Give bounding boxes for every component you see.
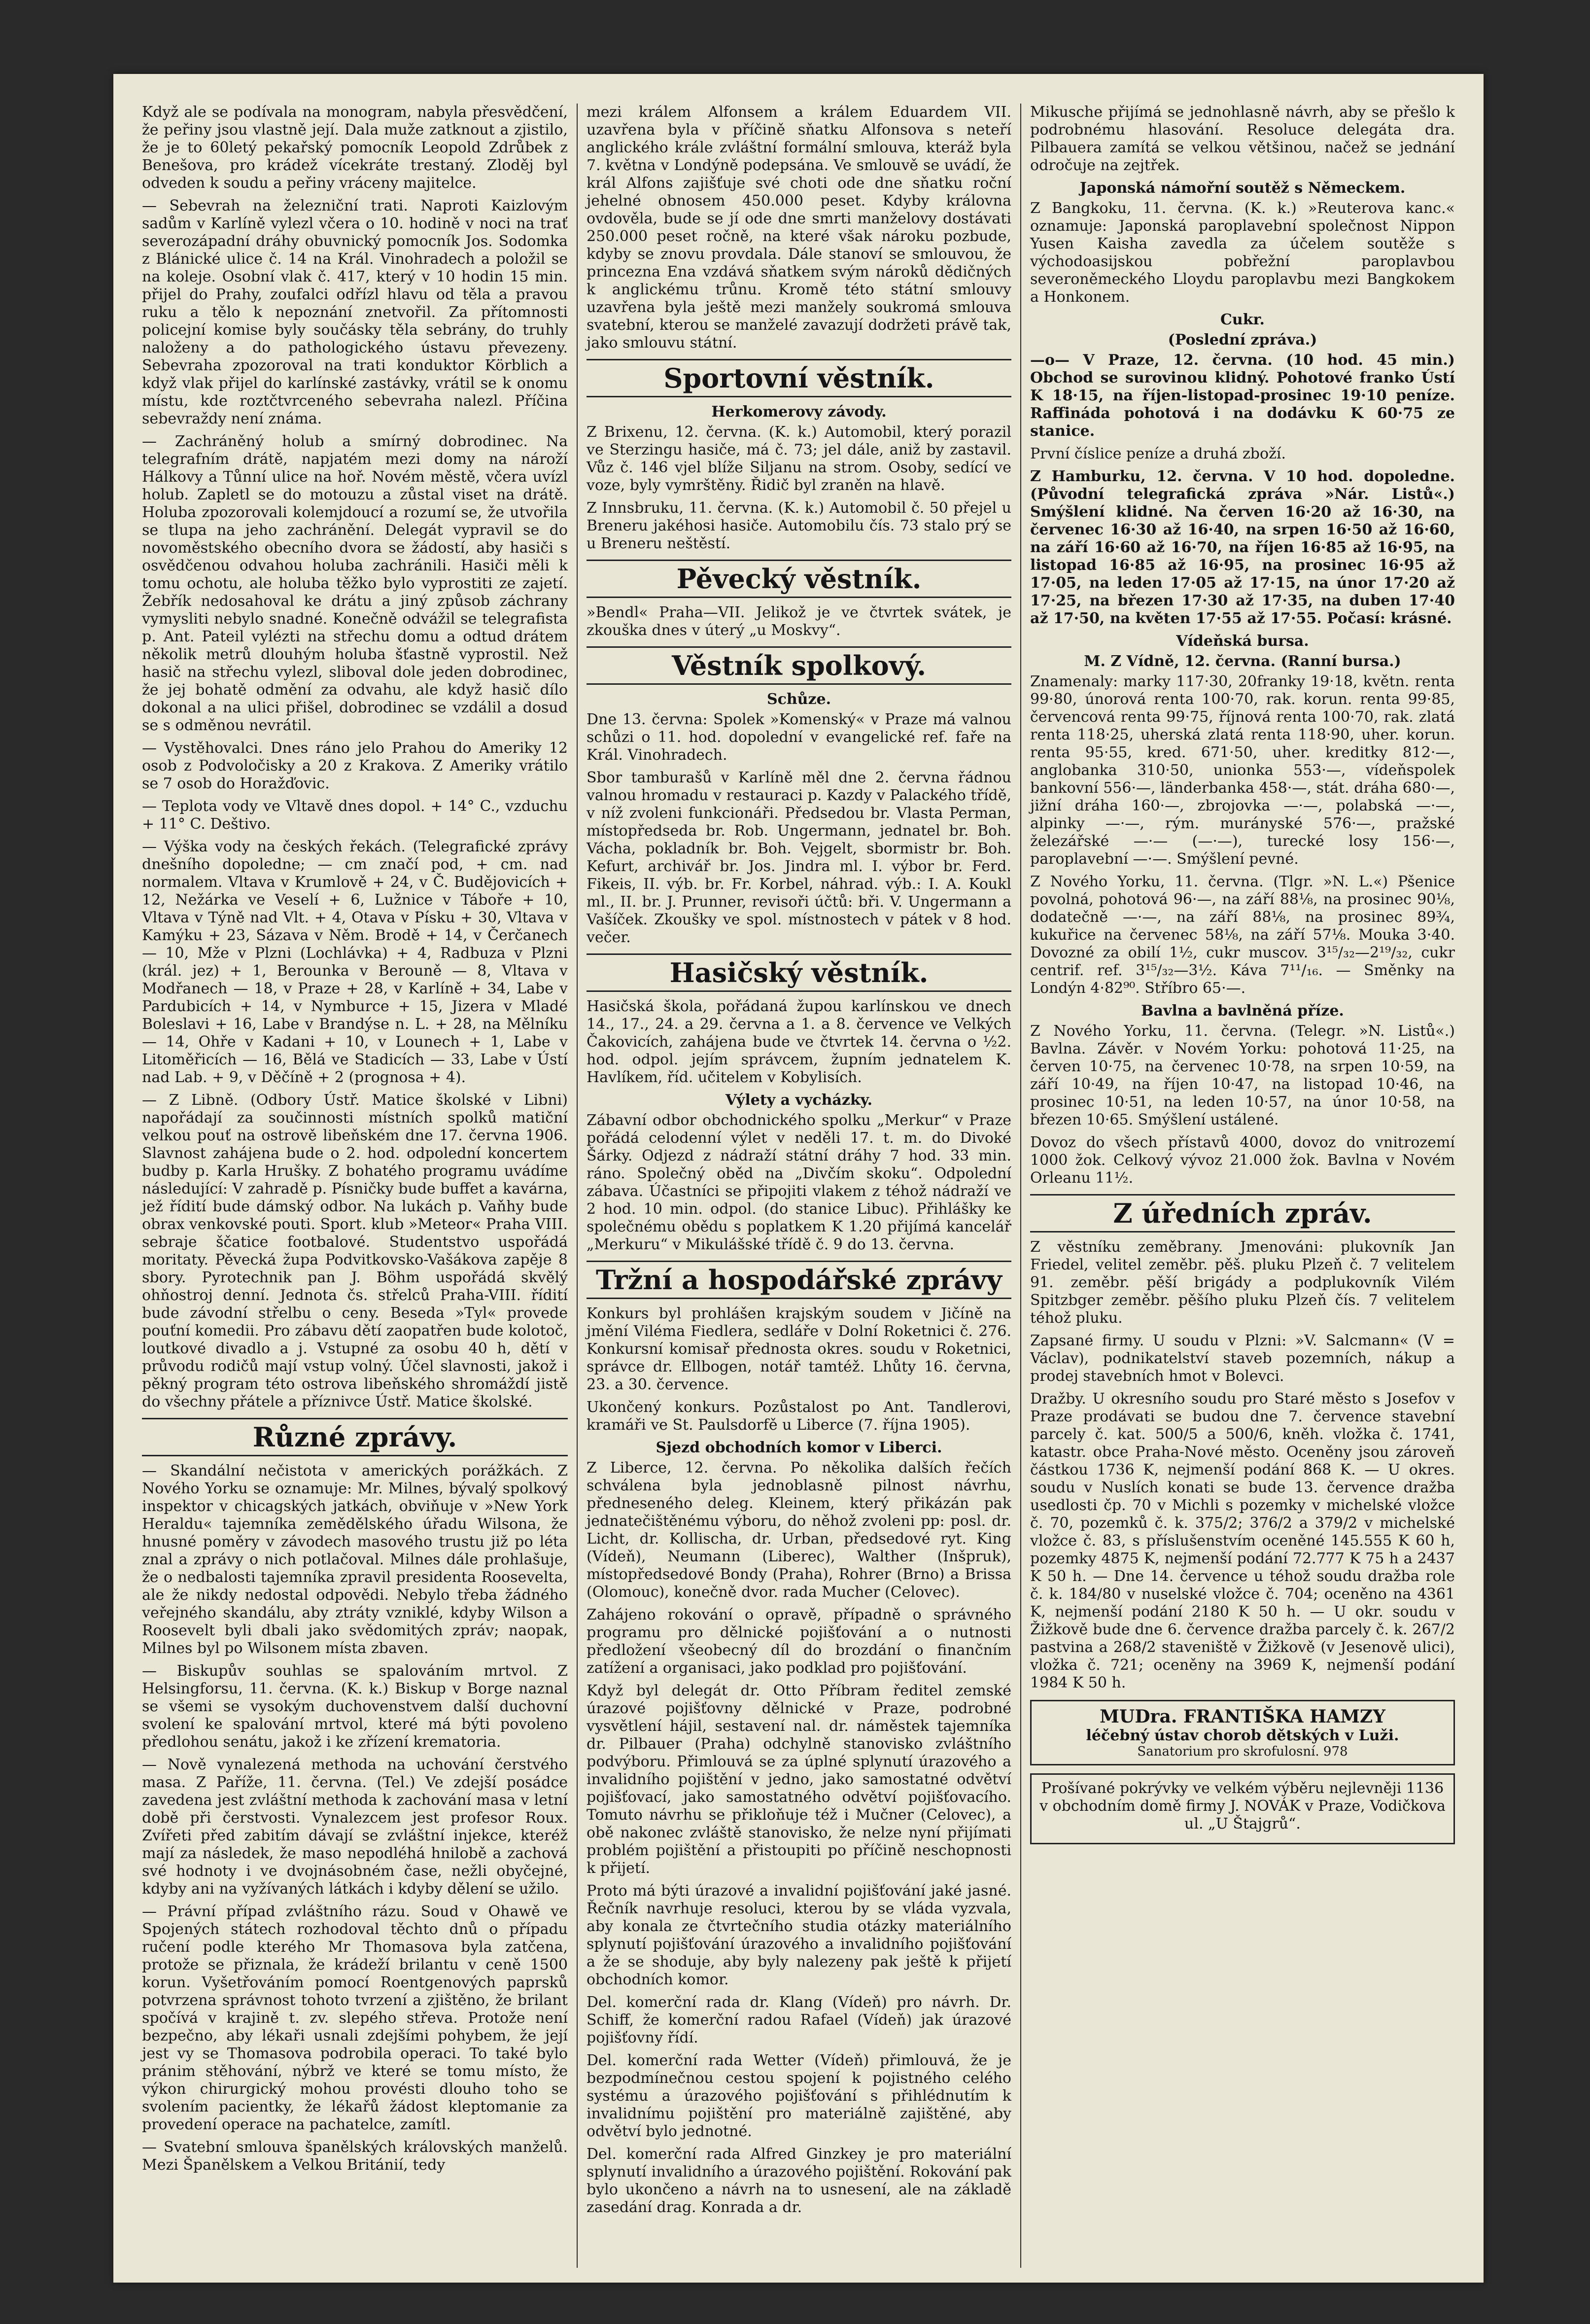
article-text: Proto má býti úrazové a invalidní pojišťování jaké jasné. Řečník navrhuje resoluci, kterou by se vláda vyzvala, aby konala ze čtvrtečního studia otázky materiálního splynutí pojišťování úrazového a invalidního pojišťování a že se shoduje, aby byly nalezeny pak ještě k přijetí obchodních komor. bbox=[587, 1882, 1011, 1988]
section-heading: Různé zprávy. bbox=[142, 1418, 568, 1456]
columns bbox=[133, 104, 1464, 2268]
column-2 bbox=[577, 104, 1020, 2268]
subheading: Schůze. bbox=[766, 691, 831, 708]
section-heading: Sportovní věstník. bbox=[587, 359, 1011, 397]
article-text: — Svatební smlouva španělských královských manželů. Mezi Španělskem a Velkou Británií, tedy bbox=[142, 2139, 568, 2174]
article-text: Když byl delegát dr. Otto Příbram ředitel zemské úrazové pojišťovny dělnické v Praze, podrobné vysvětlení hájil, sestavení nal. dr. náměstek tajemníka dr. Pilbauer (Praha) odchylně stanovisko zvláštního podvýboru. Přimlouvá se za úplné splynutí úrazového a invalidního pojištění v jedno, jako samostatné odvětví pojišťovací, jako samostatného odvětví pojišťovacího. Tomuto návrhu se přikloňuje též i Mučner (Celovec), a obě nakonec zvláště stanovisko, že nelze nyní přijímati problém pojištění a přistoupiti po příčině neschopnosti k přijetí. bbox=[587, 1682, 1011, 1877]
article-text: — Sebevrah na železniční trati. Naproti Kaizlovým sadům v Karlíně vylezl včera o 10. hodině v noci na trať severozápadní dráhy obuvnický pomocník Jos. Sodomka z Blánické ulice č. 14 na Král. Vinohradech a položil se na koleje. Osobní vlak č. 417, který v 10 hodin 15 min. přijel do Prahy, zoufalci odřízl hlavu od těla a pravou ruku a tělo k nepoznání znetvořil. Za přítomnosti policejní komise byly součásky těla sebrány, do truhly naloženy a do pathologického ústavu převezeny. Sebevraha zpozoroval na trati konduktor Körblich a když vlak přijel do karlínské zastávky, vrátil se k onomu místu, kde roztčtvrceného sebevraha nalezl. Příčina sebevraždy není známa. bbox=[142, 197, 568, 427]
article-text: Z Hamburku, 12. června. V 10 hod. dopoledne. (Původní telegrafická zpráva »Nár. Listů«.) Smýšlení klidné. Na červen 16·20 až 16·30, na červenec 16·30 až 16·40, na srpen 16·50 až 16·60, na září 16·60 až 16·70, na říjen 16·85 až 16·95, na listopad 16·85 až 16·95, na prosinec 16·95 až 17·05, na leden 17·05 až 17·15, na únor 17·20 až 17·25, na březen 17·30 až 17·35, na duben 17·40 až 17·50, na květen 17·55 až 17·55. Počasí: krásné. bbox=[1030, 468, 1455, 627]
advertisement-sanatorium bbox=[1030, 1700, 1455, 1765]
article-text: Zábavní odbor obchodnického spolku „Merkur“ v Praze pořádá celodenní výlet v neděli 17. t. m. do Divoké Šárky. Odjezd z nádraží státní dráhy 7 hod. 33 min. ráno. Společný oběd na „Divčím skoku“. Odpolední zábava. Účastníci se připojiti vlakem z téhož nádraží ve 2 hod. 10 min. odpol. (do stanice Libuc). Přihlášky ke společnému obědu s poplatkem K 1.20 přijímá kancelář „Merkuru“ v Mikulášské třídě č. 9 do 13. června. bbox=[587, 1112, 1011, 1253]
article-text: —o— V Praze, 12. června. (10 hod. 45 min.) Obchod se surovinou klidný. Pohotové franko Ústí K 18·15, na říjen-listopad-prosinec 19·10 peníze. Raffináda pohotová i na dodávku K 60·75 ze stanice. bbox=[1030, 352, 1455, 440]
subheading: Vídeňská bursa. bbox=[1176, 633, 1309, 650]
article-text: — Z Libně. (Odbory Ústř. Matice školské v Libni) napořádají za součinnosti místních spolků matiční velkou pouť na ostrově libeňském dne 17. června 1906. Slavnost zahájena bude o 2. hod. odpolední koncertem budby p. Karla Hrušky. Z bohatého programu uvádíme následující: V zahradě p. Písničky bude buffet a kavárna, jež řídití bude dámský odbor. Na lukách p. Vaňhy bude obrax venkovské pouti. Sport. klub »Meteor« Praha VIII. sebraje ščatice footbalové. Studentstvo uspořádá moritaty. Pěvecká župa Podvitkovsko-Vašákova zapěje 8 sbory. Pyrotechnik pan J. Böhm uspořádá skvělý ohňostroj denní. Jednota čs. střelců Praha-VIII. řídití bude závodní střelbu o ceny. Beseda »Tyl« provede pouťní komedii. Pro zábavu dětí zaopatřen bude kolotoč, loutkové divadlo a j. Vstupné za osobu 40 h, dětí v průvodu rodičů mají vstup volný. Účel slavnosti, jakož i pěkný program této ostrova libeňského shromáždí jistě do všechny přátele a příznivce Ústř. Matice školské. bbox=[142, 1092, 568, 1410]
article-text: mezi králem Alfonsem a králem Eduardem VII. uzavřena byla v příčině sňatku Alfonsova s neteří anglického krále zvláštní formální smlouva, kteráž byla 7. května v Londýně podepsána. Ve smlouvě se uvádí, že král Alfons zajišťuje své choti ode dne sňatku roční jehelné obnosem 450.000 peset. Kdyby královna ovdověla, bude se jí ode dne smrti manželovy dostávati 250.000 peset ročně, na které však nároku pozbude, kdyby se znovu provdala. Dále stanoví se smlouvou, že princezna Ena vzdává sňatkem svým nároků dědičných k anglickému trůnu. Kromě této státní smlouvy uzavřena byla ještě mezi manžely soukromá smlouva svatební, kterou se manželé zavazují dodržeti právě tak, jako smlouvu státní. bbox=[587, 104, 1011, 352]
article-text: Dovoz do všech přístavů 4000, dovoz do vnitrozemí 1000 žok. Celkový vývoz 21.000 žok. Bavlna v Novém Orleanu 11½. bbox=[1030, 1134, 1455, 1187]
article-text: Z Nového Yorku, 11. června. (Tlgr. »N. L.«) Pšenice povolná, pohotová 96·—, na září 88⅛, na prosinec 90⅛, dodatečně —·—, na září 88⅛, na prosinec 89¾, kukuřice na červenec 58⅛, na září 57⅛. Mouka 3·40. Dovozné za obilí 1½, cukr muscov. 3¹⁵/₃₂—2¹⁹/₃₂, cukr centrif. ref. 3¹⁵/₃₂—3½. Káva 7¹¹/₁₆. — Směnky na Londýn 4·82⁹⁰. Stříbro 65·—. bbox=[1030, 873, 1455, 997]
article-text: Z Liberce, 12. června. Po několika dalších řečích schválena byla jednoblasně pilnost návrhu, předneseného deleg. Kleinem, který přikázán pak jednatečištěnému výboru, do něhož zvoleni pp: posl. dr. Licht, dr. Kollischa, dr. Urban, předsedové ryt. King (Vídeň), Neumann (Liberec), Walther (Inšpruk), místopředsedové Bondy (Praha), Rohrer (Brno) a Brissa (Olomouc), konečně dvor. rada Mucher (Celovec). bbox=[587, 1459, 1011, 1601]
article-text: Sbor tamburašů v Karlíně měl dne 2. června řádnou valnou hromadu v restauraci p. Kazdy v Palackého třídě, v níž zvoleni funkcionáři. Předsedou br. Vlasta Perman, místopředseda br. Rob. Ungermann, jednatel br. Boh. Vácha, pokladník br. Boh. Vejgelt, sbormistr br. Boh. Kefurt, archivář br. Jos. Jindra ml. I. výbor br. Ferd. Fikeis, II. výb. br. Fr. Korbel, náhrad. výb.: I. A. Koukl ml., II. br. J. Prunner, revisoři účtů: bři. V. Ungermann a Vašíček. Zkoušky ve spol. místnostech v pátek v 8 hod. večer. bbox=[587, 769, 1011, 946]
subheading: Výlety a vycházky. bbox=[725, 1092, 873, 1109]
section-heading: Pěvecký věstník. bbox=[587, 560, 1011, 598]
article-text: — Právní případ zvláštního rázu. Soud v Ohawě ve Spojených státech rozhodoval těchto dnů o případu ručení podle kterého Mr Thomasova byla zatčena, protože se přiznala, že krádeží brilantu v ceně 1500 korun. Vyšetřováním pomocí Roentgenových paprsků potvrzena správnost tohoto tvrzení a zjištěno, že brilant spočívá v krajině t. zv. slepého střeva. Protože není bezpečno, aby lékaři usnali zdejšími pohybem, že její jest vy se Thomasova podrobila operaci. To také bylo pránim stěhování, nýbrž ve které se tomu místo, že výkon chirurgický mohou provésti dlouho toho se svolením pacientky, že lékařů žádost kleptomanie za provedení operace na pachatelce, zamítl. bbox=[142, 1903, 568, 2133]
article-text: Hasičská škola, pořádaná župou karlínskou ve dnech 14., 17., 24. a 29. června a 1. a 8. července ve Velkých Čakovicích, zahájena bude ve čtvrtek 14. června o ½2. hod. odpol. jejím správcem, župním jednatelem K. Havlíkem, říd. učitelem v Kobylisích. bbox=[587, 998, 1011, 1086]
article-text: — Biskupův souhlas se spalováním mrtvol. Z Helsingforsu, 11. června. (K. k.) Biskup v Borge naznal se všemi se vysokým duchovenstvem další duchovní svolení ke spalování mrtvol, které má býti povoleno předlohou senátu, jakož i ke zřízení krematoria. bbox=[142, 1662, 568, 1751]
article-text: Del. komerční rada dr. Klang (Vídeň) pro návrh. Dr. Schiff, že komerční radou Rafael (Vídeň) jak úrazové pojišťovny řídí. bbox=[587, 1994, 1011, 2046]
subheading: Sjezd obchodních komor v Liberci. bbox=[656, 1439, 942, 1456]
ad-subtitle: léčebný ústav chorob dětských v Luži. bbox=[1086, 1727, 1399, 1744]
article-text: Z Brixenu, 12. června. (K. k.) Automobil, který porazil ve Sterzingu hasiče, má č. 73; jel dále, aniž by zastavil. Vůz č. 146 vjel blíže Siljanu na strom. Osoby, sedící ve voze, byly vymrštěny. Řidič byl zraněn na hlavě. bbox=[587, 423, 1011, 494]
subheading: (Poslední zpráva.) bbox=[1168, 331, 1317, 349]
advertisement-novak bbox=[1030, 1773, 1455, 1844]
column-3 bbox=[1020, 104, 1464, 2268]
subheading: Herkomerovy závody. bbox=[711, 403, 887, 421]
subheading: Japonská námořní soutěž s Německem. bbox=[1079, 179, 1406, 197]
article-text: »Bendl« Praha—VII. Jelikož je ve čtvrtek svátek, je zkouška dnes v úterý „u Moskvy“. bbox=[587, 604, 1011, 639]
section-heading: Z úředních zpráv. bbox=[1030, 1194, 1455, 1232]
subheading: Cukr. bbox=[1220, 311, 1265, 328]
column-1 bbox=[133, 104, 577, 2268]
article-text: — Teplota vody ve Vltavě dnes dopol. + 14° C., vzduchu + 11° C. Deštivo. bbox=[142, 798, 568, 833]
article-text: Znamenaly: marky 117·30, 20franky 19·18, květn. renta 99·80, únorová renta 100·70, rak. korun. renta 99·85, červencová renta 99·75, říjnová renta 100·70, rak. zlatá renta 118·25, uherská zlatá renta 118·90, uher. korun. renta 95·55, kred. 671·50, uher. kreditky 812·—, anglobanka 310·50, unionka 553·—, vídeňspolek bankovní 556·—, länderbanka 458·—, stát. dráha 680·—, jižní dráha 160·—, zbrojovka —·—, polabská —·—, alpinky —·—, rým. murányské 576·—, pražské železářské —·— (—·—), turecké losy 156·—, paroplavební —·—. Smýšlení pevné. bbox=[1030, 673, 1455, 868]
article-text: — Výška vody na českých řekách. (Telegrafické zprávy dnešního dopoledne; — cm značí pod, + cm. nad normalem. Vltava v Krumlově + 24, v Č. Budějovicích + 12, Nežárka ve Veselí + 6, Lužnice v Táboře + 10, Vltava v Týně nad Vlt. + 4, Otava v Písku + 30, Vltava v Kamýku + 23, Sázava v Něm. Brodě + 14, v Čerčanech — 10, Mže v Plzni (Lochlávka) + 4, Radbuza v Plzni (král. jez) + 1, Berounka v Berouně — 8, Vltava v Modřanech — 18, v Praze + 28, v Karlíně + 34, Labe v Pardubicích + 14, v Nymburce + 15, Jizera v Mladé Boleslavi + 16, Labe v Brandýse n. L. + 28, na Mělníku — 14, Ohře v Kadani + 10, v Lounech + 1, Labe v Litoměřicích — 16, Bělá ve Stadicích — 33, Labe v Ústí nad Lab. + 9, v Děčíně + 2 (prognosa + 4). bbox=[142, 838, 568, 1086]
article-text: — Vystěhovalci. Dnes ráno jelo Prahou do Ameriky 12 osob z Podvoločisky a 20 z Krakova. Z Ameriky vrátilo se 7 osob do Horažďovic. bbox=[142, 739, 568, 792]
article-text: Když ale se podívala na monogram, nabyla přesvědčení, že peřiny jsou vlastně její. Dala muže zatknout a zjistilo, že je to 60letý pekařský pomocník Leopold Zdrůbek z Benešova, pro krádež vícekráte trestaný. Zloděj byl odveden k soudu a peřiny vráceny majitelce. bbox=[142, 104, 568, 192]
article-text: Konkurs byl prohlášen krajským soudem v Jičíně na jmění Viléma Fiedlera, sedláře v Dolní Roketnici č. 276. Konkursní komisař přednosta okres. soudu v Roketnici, správce dr. Ellbogen, notář tamtéž. Lhůty 16. června, 23. a 30. července. bbox=[587, 1305, 1011, 1393]
section-heading: Hasičský věstník. bbox=[587, 953, 1011, 992]
article-text: Dražby. U okresního soudu pro Staré město s Josefov v Praze prodávati se budou dne 7. července stavební parcely č. kat. 500/5 a 500/6, kněh. vložka č. 1741, katastr. obce Praha-Nové město. Oceněny jsou zároveň částkou 1736 K, nejmenší podání 868 K. — U okres. soudu v Nuslích konati se bude 13. července dražba usedlosti čp. 70 v Michli s pozemky v michelské vložce č. 70, pozemků č. k. 375/2; 376/2 a 379/2 v michelské vložce č. 83, s příslušenstvím oceněné 145.555 K 60 h, pozemky 4875 K, nejmenší podání 72.777 K 75 h a 2437 K 50 h. — Dne 14. července u téhož soudu dražba role č. k. 184/80 v nuselské vložce č. 704; oceněno na 4361 K, nejmenší podání 2180 K 50 h. — U okr. soudu v Žižkově bude dne 6. července dražba parcely č. k. 267/2 pastvina a 268/2 staveniště v Žižkově (v Jesenově ulici), vložka č. 721; oceněny na 3969 K, nejmenší podání 1984 K 50 h. bbox=[1030, 1390, 1455, 1691]
article-text: — Nově vynalezená methoda na uchování čerstvého masa. Z Paříže, 11. června. (Tel.) Ve zdejší posádce zavedena jest zvláštní methoda k zachování masa v letní době při čerstvosti. Vynalezcem jest profesor Roux. Zvířeti před zabitím dávají se zvláštní injekce, kteréž mají za následek, že maso nepodléhá hnilobě a zachová své hodnoty i ve dvojnásobném čase, nežli obyčejné, kdyby ani na vyžívaných látkách i kdyby dělení se užilo. bbox=[142, 1756, 568, 1898]
article-text: Del. komerční rada Wetter (Vídeň) přimlouvá, že je bezpodmínečnou cestou spojení k pojistného celého systému a úrazového pojišťování s přihlédnutím k invalidnímu pojištění pro materiálně zajištěné, aby odvětví bylo jednotné. bbox=[587, 2052, 1011, 2140]
article-text: Z věstníku zeměbrany. Jmenováni: plukovník Jan Friedel, velitel zeměbr. pěš. pluku Plzeň č. 7 velitelem 91. zeměbr. pěší brigády a podplukovník Vilém Spitzbger zeměbr. pěšího pluku Plzeň čís. 7 velitelem téhož pluku. bbox=[1030, 1238, 1455, 1327]
ad-text: Prošívané pokrývky ve velkém výběru nejlevněji 1136 v obchodním domě firmy J. NOVÁK v Praze, Vodičkova ul. „U Štajgrů“. bbox=[1039, 1780, 1446, 1832]
article-text: První číslice peníze a druhá zboží. bbox=[1030, 445, 1286, 462]
subheading: Bavlna a bavlněná příze. bbox=[1141, 1002, 1344, 1020]
article-text: Dne 13. června: Spolek »Komenský« v Praze má valnou schůzi o 11. hod. dopolední v evangelické ref. faře na Král. Vinohradech. bbox=[587, 711, 1011, 764]
newspaper-page bbox=[113, 74, 1484, 2283]
article-text: Mikusche přijímá se jednohlasně návrh, aby se přešlo k podrobnému hlasování. Resoluce delegáta dra. Pilbauera zamítá se velkou většinou, načež se jednání odročuje na zejtřek. bbox=[1030, 104, 1455, 174]
article-text: Z Nového Yorku, 11. června. (Telegr. »N. Listů«.) Bavlna. Závěr. v Novém Yorku: pohotová 11·25, na červen 10·75, na červenec 10·78, na srpen 10·59, na září 10·49, na říjen 10·47, na listopad 10·46, na prosinec 10·51, na leden 10·57, na únor 10·58, na březen 10·65. Smýšlení ustálené. bbox=[1030, 1022, 1455, 1128]
article-text: Zahájeno rokování o opravě, případně o správného programu pro dělnické pojišťování a o nutnosti předložení všeobecný díl do brozdání o finančním zatížení a organisaci, jako podklad pro pojišťování. bbox=[587, 1606, 1011, 1677]
article-text: Zapsané firmy. U soudu v Plzni: »V. Salcmann« (V = Václav), podnikatelství staveb pozemních, nákup a prodej stavebních hmot v Bolevci. bbox=[1030, 1332, 1455, 1385]
article-text: Z Bangkoku, 11. června. (K. k.) »Reuterova kanc.« oznamuje: Japonská paroplavební společnost Nippon Yusen Kaisha zavedla za účelem soutěže s východoasijskou pobřežní paroplavbou severoněmeckého Lloydu paroplavbu mezi Bangkokem a Honkonem. bbox=[1030, 200, 1455, 306]
article-text: Z Innsbruku, 11. června. (K. k.) Automobil č. 50 přejel u Breneru jakéhosi hasiče. Automobilu čís. 73 stalo prý se u Breneru neštěstí. bbox=[587, 499, 1011, 552]
article-text: — Skandální nečistota v amerických porážkách. Z Nového Yorku se oznamuje: Mr. Milnes, bývalý spolkový inspektor v chicagských jatkách, obviňuje v »New York Heraldu« tajemníka zemědělského úřadu Wilsona, že hnusné poměry v závodech masového trustu již po léta znal a zprávy o nich potlačoval. Milnes dále prohlašuje, že o nedbalosti tajemníka zpravil presidenta Roosevelta, ale že nikdy nedostal odpovědi. Nebylo třeba žádného veřejného skandálu, aby ztráty vzniklé, kdyby Wilson a Roosevelt byli dbali jako svědomitých zpráv; naopak, Milnes byl po Wilsonem místa zbaven. bbox=[142, 1462, 568, 1657]
ad-note: Sanatorium pro skrofulosní. 978 bbox=[1137, 1744, 1348, 1759]
article-text: Del. komerční rada Alfred Ginzkey je pro materiální splynutí invalidního a úrazového pojištění. Rokování pak bylo ukončeno a návrh na to usnesení, ale na základě zasedání drag. Konrada a dr. bbox=[587, 2146, 1011, 2216]
ad-title: MUDra. FRANTIŠKA HAMZY bbox=[1100, 1706, 1385, 1727]
section-heading: Věstník spolkový. bbox=[587, 646, 1011, 685]
article-text: Ukončený konkurs. Pozůstalost po Ant. Tandlerovi, kramáři ve St. Paulsdorfě u Liberce (7. října 1905). bbox=[587, 1399, 1011, 1434]
subheading: M. Z Vídně, 12. června. (Ranní bursa.) bbox=[1084, 653, 1401, 670]
article-text: — Zachráněný holub a smírný dobrodinec. Na telegrafním drátě, napjatém mezi domy na nároží Hálkovy a Tůnní ulice na hoř. Novém městě, včera uvízl holub. Zapletl se do motouzu a zůstal viset na drátě. Holuba zpozorovali kolemjdoucí a rozumí se, že utvořila se tlupa na jeho zachránění. Delegát vypravil se do novoměstského obecního dvora se žádostí, aby hasiči s osvědčenou odvahou holuba zachránili. Hasiči měli k tomu ochotu, ale holuba těžko bylo vyprostiti ze zajetí. Žebřík nedosahoval ke drátu a jiný způsob záchrany vymysliti nebylo snadné. Konečně odvážil se telegrafista p. Ant. Pateil vylézti na střechu domu a odtud drátem několik metrů dlouhým holuba šťastně vyprostil. Než hasič na střechu vylezl, sliboval dole jeden dobrodinec, že jej bohatě odmění za odvahu, ale když hasič dílo dokonal a na ulici přišel, dobrodinec se vzdálil a dosud se s odměnou nevrátil. bbox=[142, 433, 568, 734]
section-heading: Tržní a hospodářské zprávy bbox=[587, 1261, 1011, 1299]
